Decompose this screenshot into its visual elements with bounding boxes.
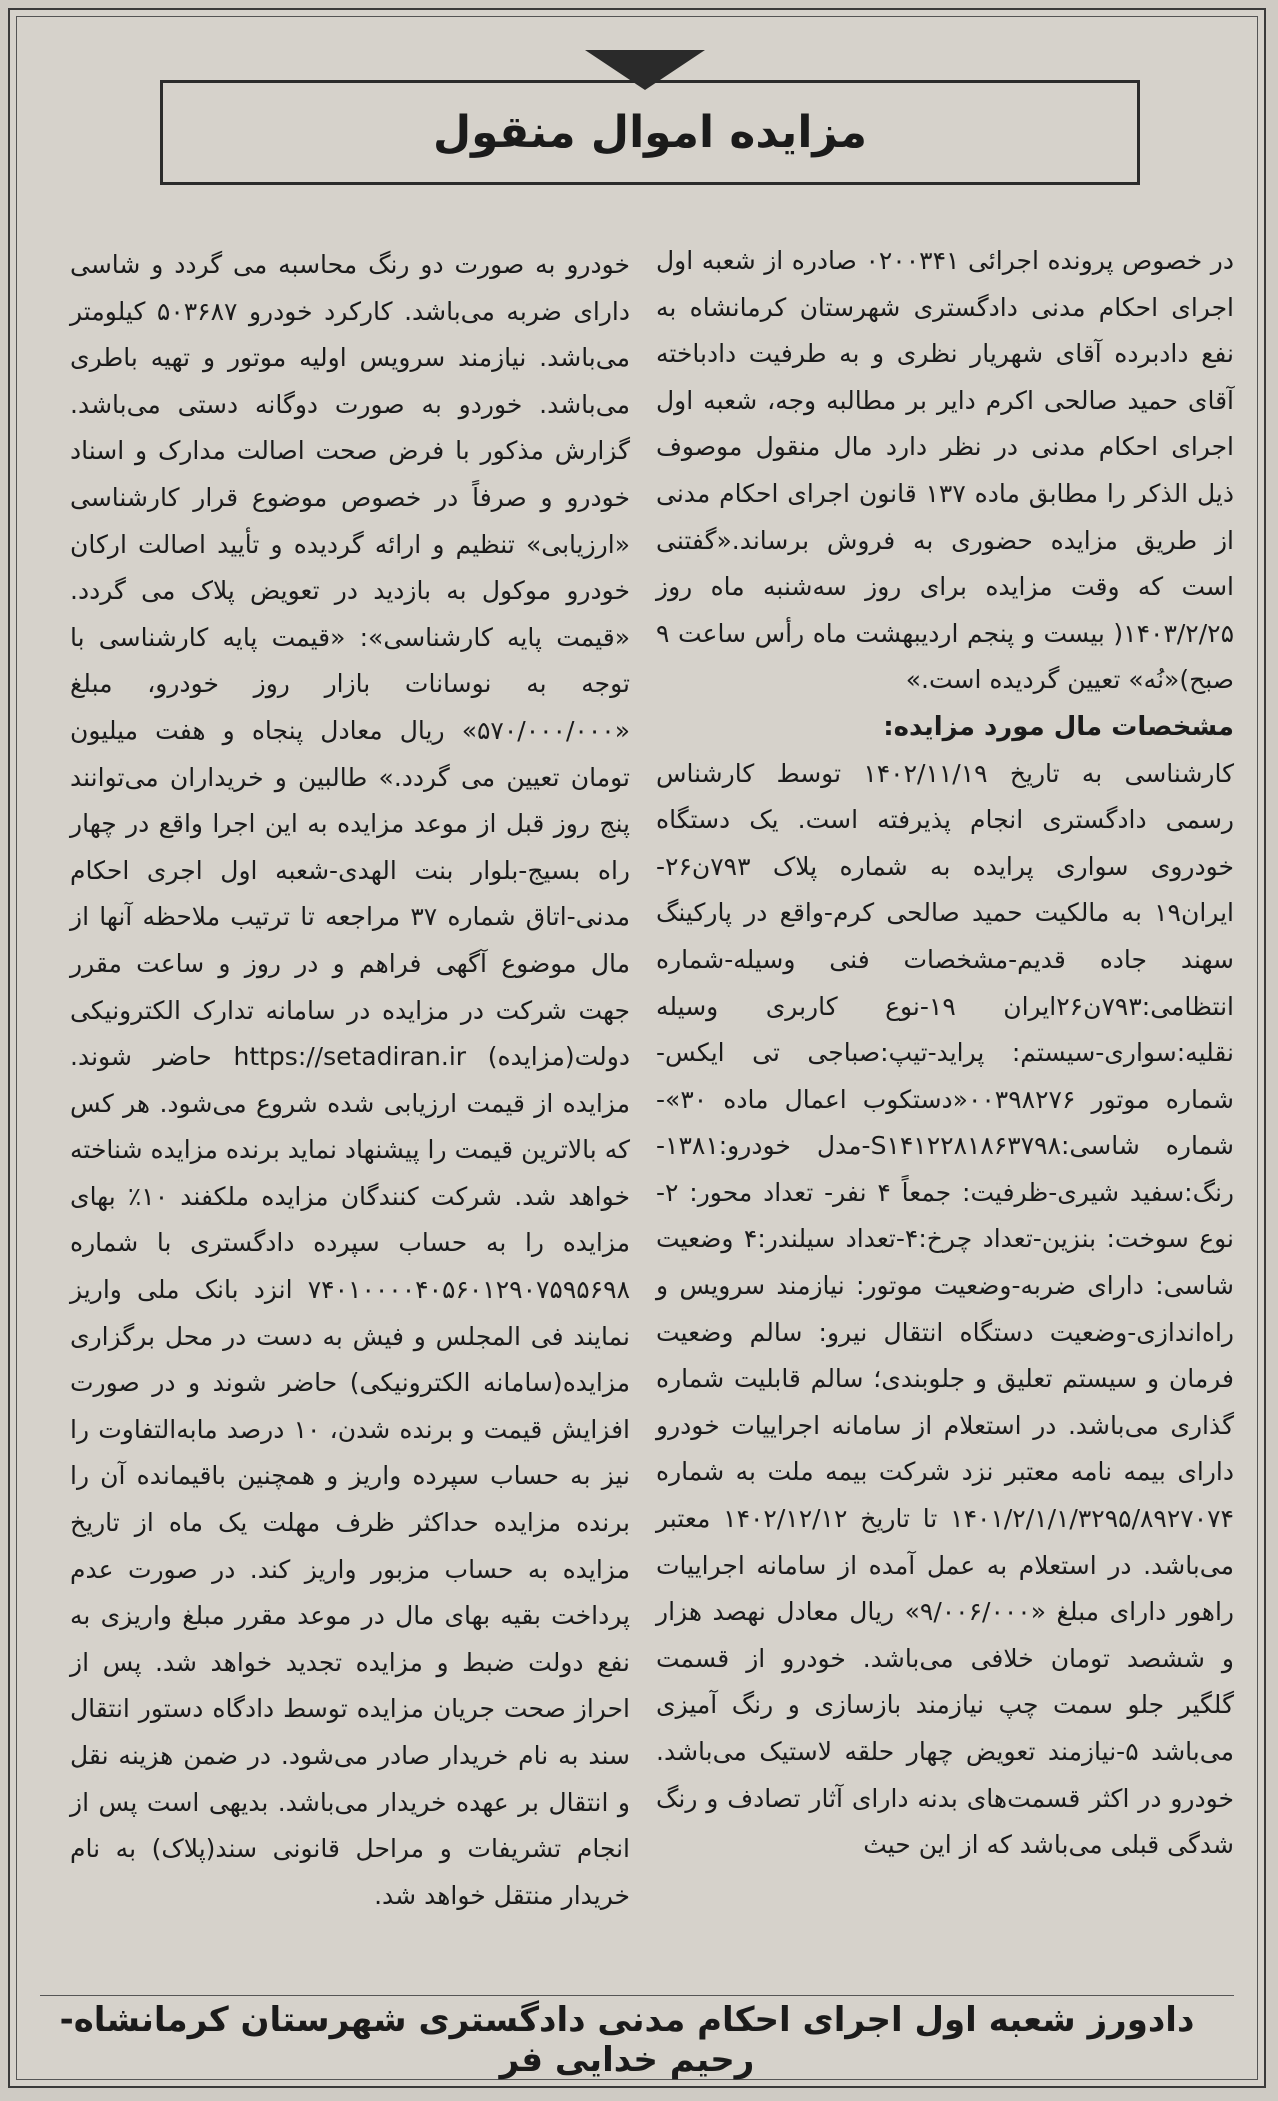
intro-paragraph: در خصوص پرونده اجرائی ۰۲۰۰۳۴۱ صادره از شعبه اول اجرای احکام مدنی دادگستری شهرستان کرمانشاه به نفع دادبرده آقای شهریار نظری و به طرفیت دادباخته آقای حمید صالحی اکرم دایر بر مطالبه وجه، شعبه اول اجرای احکام مدنی در نظر دارد مال منقول موصوف ذیل الذکر را مطابق ماده ۱۳۷ قانون اجرای احکام مدنی از طریق مزایده حضوری به فروش برساند.«گفتنی است که وقت مزایده برای روز سه‌شنبه ماه روز ۱۴۰۳/۲/۲۵( بیست و پنجم اردیبهشت ماه رأس ساعت ۹ صبح)«نُه» تعیین گردیده است.» <box>656 246 1234 695</box>
notice-title: مزایده اموال منقول <box>432 107 868 158</box>
signature-line: دادورز شعبه اول اجرای احکام مدنی دادگستری شهرستان کرمانشاه- رحیم خدایی فر <box>59 2000 1195 2080</box>
right-column <box>656 238 1234 1869</box>
newspaper-clipping <box>8 8 1266 2088</box>
footer-divider <box>40 1995 1234 1996</box>
terms-paragraph: خودرو به صورت دو رنگ محاسبه می گردد و شاسی دارای ضربه می‌باشد. کارکرد خودرو ۵۰۳۶۸۷ کیلومتر می‌باشد. نیازمند سرویس اولیه موتور و تهیه باطری می‌باشد. خوردو به صورت دوگانه دستی می‌باشد. گزارش مذکور با فرض صحت اصالت مدارک و اسناد خودرو و صرفاً در خصوص موضوع قرار کارشناسی «ارزیابی» تنظیم و ارائه گردیده و تأیید اصالت ارکان خودرو موکول به بازدید در تعویض پلاک می گردد. «قیمت پایه کارشناسی»: «قیمت پایه کارشناسی با توجه به نوسانات بازار روز خودرو، مبلغ «۵۷۰/۰۰۰/۰۰۰» ریال معادل پنجاه و هفت میلیون تومان تعیین می گردد.» طالبین و خریداران می‌توانند پنج روز قبل از موعد مزایده به این اجرا واقع در چهار راه بسیج-بلوار بنت الهدی-شعبه اول اجری احکام مدنی-اتاق شماره ۳۷ مراجعه تا ترتیب ملاحظه آنها از مال موضوع آگهی فراهم و در روز و ساعت مقرر جهت شرکت در مزایده در سامانه تدارک الکترونیکی دولت(مزایده) https://setadiran.ir حاضر شوند. مزایده از قیمت ارزیابی شده شروع می‌شود. هر کس که بالاترین قیمت را پیشنهاد نماید برنده مزایده شناخته خواهد شد. شرکت کنندگان مزایده ملکفند ۱۰٪ بهای مزایده را به حساب سپرده دادگستری با شماره ۷۴۰۱۰۰۰۰۴۰۵۶۰۱۲۹۰۷۵۹۵۶۹۸ انزد بانک ملی واریز نمایند فی المجلس و فیش به دست در محل برگزاری مزایده(سامانه الکترونیکی) حاضر شوند و در صورت افزایش قیمت و برنده شدن، ۱۰ درصد مابه‌التفاوت را نیز به حساب سپرده واریز و همچنین باقیمانده آن را برنده مزایده حداکثر ظرف مهلت یک ماه از تاریخ مزایده به حساب مزبور واریز کند. در صورت عدم پرداخت بقیه بهای مال در موعد مقرر مبلغ واریزی به نفع دولت ضبط و مزایده تجدید خواهد شد. پس از احراز صحت جریان مزایده توسط دادگاه دستور انتقال سند به نام خریدار صادر می‌شود. در ضمن هزینه نقل و انتقال بر عهده خریدار می‌باشد. بدیهی است پس از انجام تشریفات و مراحل قانونی سند(پلاک) به نام خریدار منتقل خواهد شد. <box>70 250 630 1910</box>
property-specs-heading: مشخصات مال مورد مزایده: <box>883 711 1234 742</box>
left-column <box>70 242 630 1919</box>
title-frame <box>160 80 1140 185</box>
property-specs-paragraph: کارشناسی به تاریخ ۱۴۰۲/۱۱/۱۹ توسط کارشناس رسمی دادگستری انجام پذیرفته است. یک دستگاه خودروی سواری پرایده به شماره پلاک ۷۹۳ن۲۶- ایران۱۹ به مالکیت حمید صالحی کرم-واقع در پارکینگ سهند جاده قدیم-مشخصات فنی وسیله-شماره انتظامی:۷۹۳ن۲۶ایران ۱۹-نوع کاربری وسیله نقلیه:سواری-سیستم: پراید-تیپ:صباجی تی ایکس- شماره موتور ۰۰۳۹۸۲۷۶«دستکوب اعمال ماده ۳۰»-شماره شاسی:S۱۴۱۲۲۸۱۸۶۳۷۹۸-مدل خودرو:۱۳۸۱-رنگ:سفید شیری-ظرفیت: جمعاً ۴ نفر- تعداد محور: ۲-نوع سوخت: بنزین-تعداد چرخ:۴-تعداد سیلندر:۴ وضعیت شاسی: دارای ضربه-وضعیت موتور: نیازمند سرویس و راه‌اندازی-وضعیت دستگاه انتقال نیرو: سالم وضعیت فرمان و سیستم تعلیق و جلوبندی؛ سالم قابلیت شماره گذاری می‌باشد. در استعلام از سامانه اجراییات خودرو دارای بیمه نامه معتبر نزد شرکت بیمه ملت به شماره ۱۴۰۱/۲/۱/۱/۳۲۹۵/۸۹۲۷۰۷۴ تا تاریخ ۱۴۰۲/۱۲/۱۲ معتبر می‌باشد. در استعلام به عمل آمده از سامانه اجراییات راهور دارای مبلغ «۹/۰۰۶/۰۰۰» ریال معادل نهصد هزار و ششصد تومان خلافی می‌باشد. خودرو از قسمت گلگیر جلو سمت چپ نیازمند بازسازی و رنگ آمیزی می‌باشد ۵-نیازمند تعویض چهار حلقه لاستیک می‌باشد. خودرو در اکثر قسمت‌های بدنه دارای آثار تصادف و رنگ شدگی قبلی می‌باشد که از این حیث <box>656 758 1235 1860</box>
